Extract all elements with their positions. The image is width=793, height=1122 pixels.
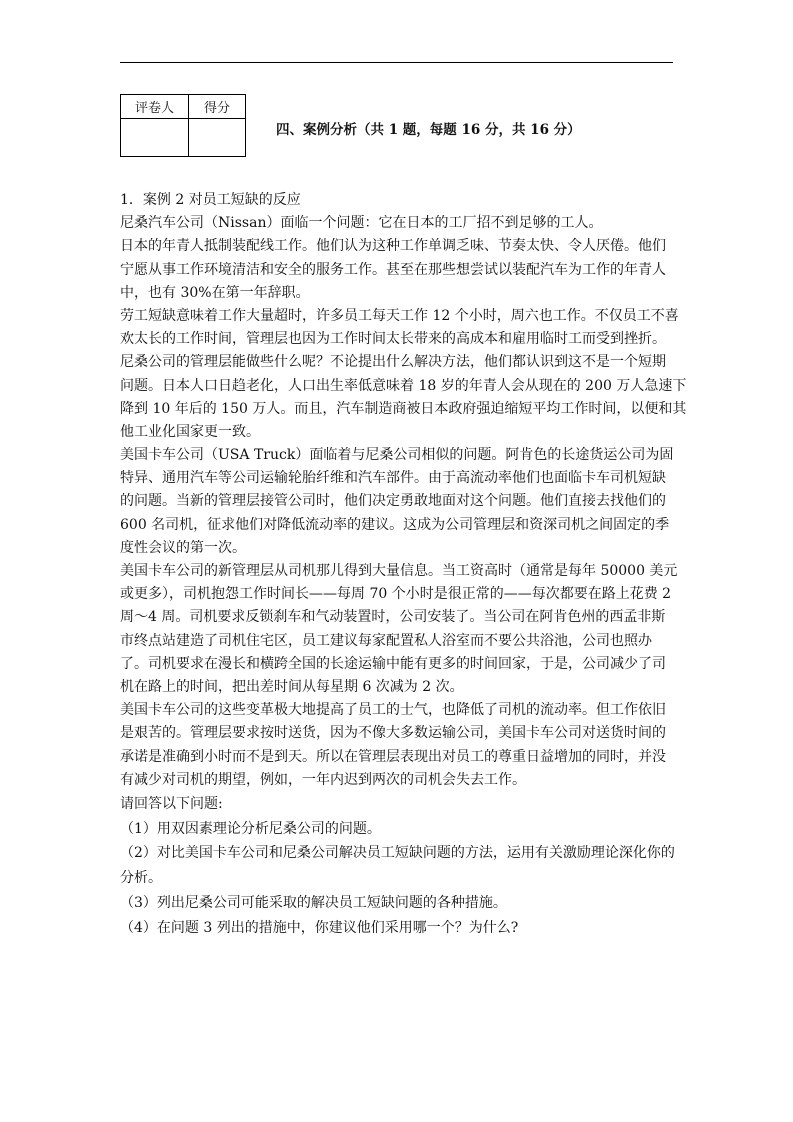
question-line: （3）列出尼桑公司可能采取的解决员工短缺问题的各种措施。 <box>120 895 507 912</box>
question-line: （4）在问题 3 列出的措施中，你建议他们采用哪一个？为什么? <box>120 919 519 936</box>
text-line: 600 名司机，征求他们对降低流动率的建议。这成为公司管理层和资深司机之间固定的季 <box>120 516 670 533</box>
question-line: 请回答以下问题: <box>120 795 223 812</box>
text-line: 问题。日本人口日趋老化，人口出生率低意味着 18 岁的年青人会从现在的 200 万人急速下 <box>120 377 687 394</box>
text-line: 日本的年青人抵制装配线工作。他们认为这种工作单调乏味、节奏太快、令人厌倦。他们 <box>120 238 666 255</box>
text-line: 1．案例 2 对员工短缺的反应 <box>120 192 301 208</box>
text-line: 美国卡车公司的这些变革极大地提高了员工的士气，也降低了司机的流动率。但工作依旧 <box>120 702 666 719</box>
text-line: 机在路上的时间，把出差时间从每星期 6 次减为 2 次。 <box>120 678 464 695</box>
text-line: 美国卡车公司的新管理层从司机那儿得到大量信息。当工资高时（通常是每年 50000 美元 <box>120 563 678 579</box>
text-line: 劳工短缺意味着工作大量超时，许多员工每天工作 12 个小时，周六也工作。不仅员工不喜 <box>120 307 679 324</box>
text-line: 市终点站建造了司机住宅区，员工建议每家配置私人浴室而不要公共浴池，公司也照办 <box>120 632 652 649</box>
text-line: 周～4 周。司机要求反锁刹车和气动装置时，公司安装了。当公司在阿肯色州的西孟非斯 <box>120 609 666 626</box>
header-rule <box>120 62 673 63</box>
text-line: 度性会议的第一次。 <box>120 539 246 556</box>
grader-header: 评卷人 <box>121 95 189 119</box>
text-line: 承诺是准确到小时而不是到天。所以在管理层表现出对员工的尊重日益增加的同时，并没 <box>120 748 666 765</box>
text-line: 特异、通用汽车等公司运输轮胎纤维和汽车部件。由于高流动率他们也面临卡车司机短缺 <box>120 470 666 487</box>
question-line: 分析。 <box>120 870 162 887</box>
text-line: 降到 10 年后的 150 万人。而且，汽车制造商被日本政府强迫缩短平均工作时间，以便和其 <box>120 400 687 417</box>
score-table <box>120 94 246 157</box>
text-line: 欢太长的工作时间，管理层也因为工作时间太长带来的高成本和雇用临时工而受到挫折。 <box>120 331 666 348</box>
text-line: 中，也有 30%在第一年辞职。 <box>120 284 310 301</box>
question-line: （2）对比美国卡车公司和尼桑公司解决员工短缺问题的方法，运用有关激励理论深化你的 <box>120 845 675 862</box>
text-line: 的问题。当新的管理层接管公司时，他们决定勇敢地面对这个问题。他们直接去找他们的 <box>120 493 666 510</box>
question-line: （1）用双因素理论分析尼桑公司的问题。 <box>120 820 381 837</box>
text-line: 了。司机要求在漫长和横跨全国的长途运输中能有更多的时间回家，于是，公司减少了司 <box>120 655 666 672</box>
score-header: 得分 <box>189 95 246 119</box>
text-line: 或更多），司机抱怨工作时间长——每周 70 个小时是很正常的——每次都要在路上花费 2 <box>120 586 672 603</box>
text-line: 尼桑公司的管理层能做些什么呢？不论提出什么解决方法，他们都认识到这不是一个短期 <box>120 354 666 371</box>
score-cell <box>189 119 246 157</box>
case-body <box>120 189 687 941</box>
text-line: 宁愿从事工作环境清洁和安全的服务工作。甚至在那些想尝试以装配汽车为工作的年青人 <box>120 261 666 278</box>
text-line: 美国卡车公司（USA Truck）面临着与尼桑公司相似的问题。阿肯色的长途货运公司为固 <box>120 447 674 464</box>
text-line: 尼桑汽车公司（Nissan）面临一个问题：它在日本的工厂招不到足够的工人。 <box>120 215 603 232</box>
text-line: 他工业化国家更一致。 <box>120 423 260 440</box>
text-line: 有减少对司机的期望，例如，一年内迟到两次的司机会失去工作。 <box>120 771 526 788</box>
grader-cell <box>121 119 189 157</box>
section-title: 四、案例分析（共 1 题，每题 16 分，共 16 分） <box>276 122 581 138</box>
text-line: 是艰苦的。管理层要求按时送货，因为不像大多数运输公司，美国卡车公司对送货时间的 <box>120 725 666 742</box>
